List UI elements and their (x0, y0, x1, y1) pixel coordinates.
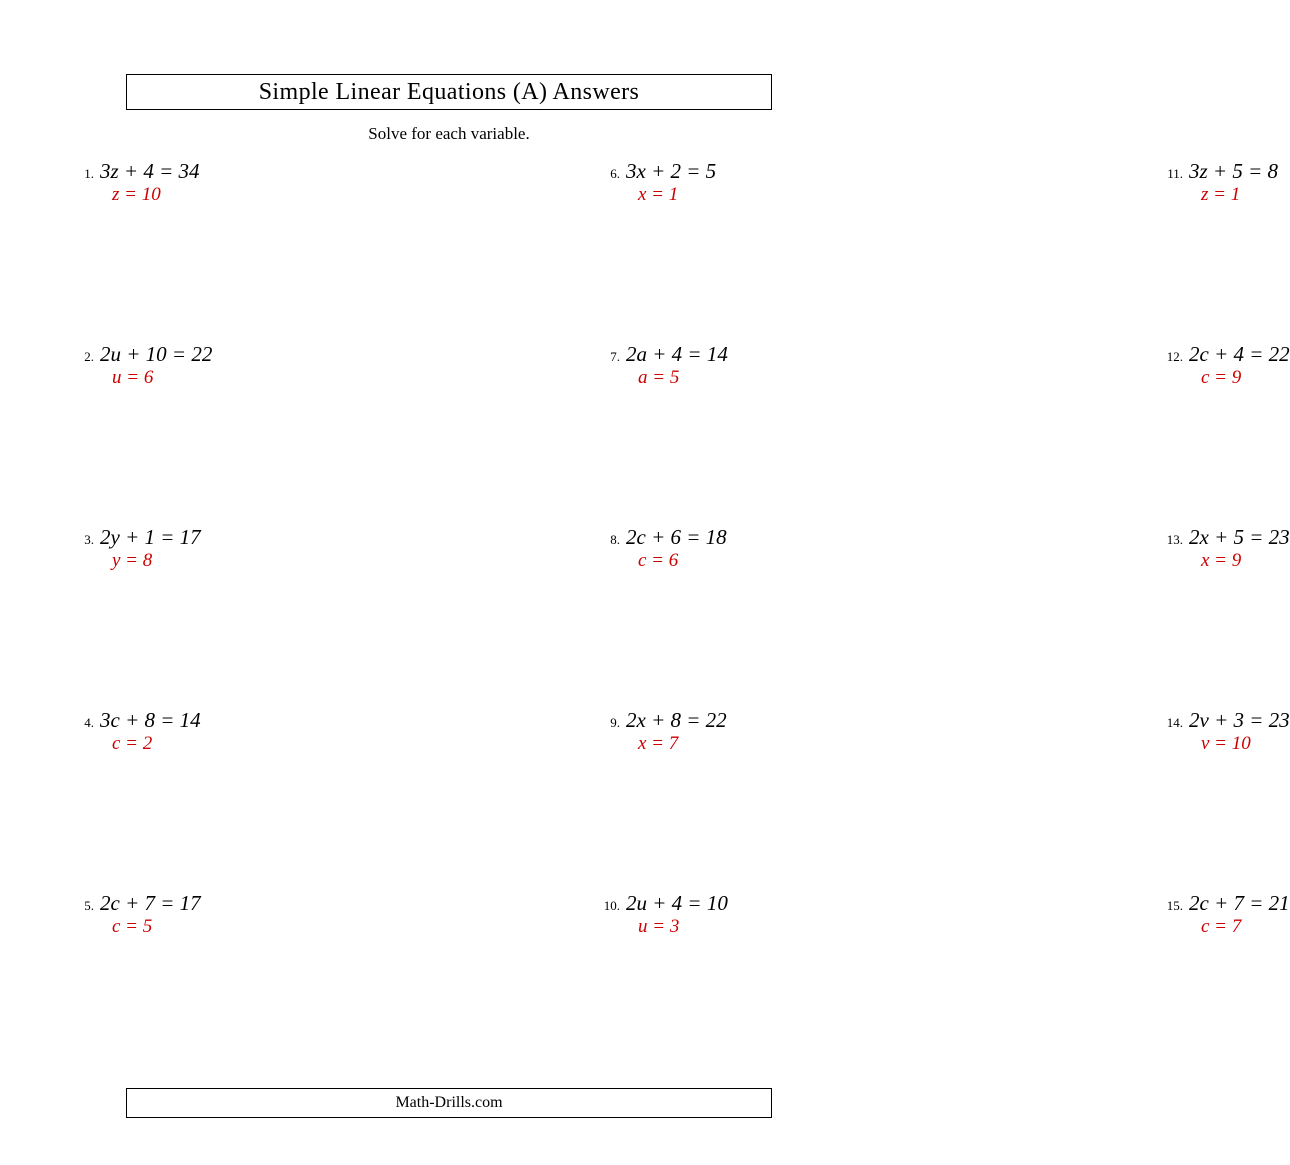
problem-equation: 3x + 2 = 5 (626, 159, 717, 183)
problem-item (68, 526, 201, 571)
problem-answer: v = 10 (1201, 733, 1251, 755)
problem-cell (60, 892, 322, 1075)
problem-item (1157, 526, 1290, 571)
problem-cell (612, 159, 1279, 343)
problem-item (1157, 892, 1290, 937)
problem-cell (322, 708, 727, 892)
problem-number: 4. (84, 715, 94, 730)
problem-equation: 3z + 5 = 8 (1189, 159, 1279, 183)
problem-equation: 3z + 4 = 34 (100, 159, 200, 183)
problem-equation: 2x + 8 = 22 (626, 708, 727, 732)
problem-number: 8. (610, 532, 620, 547)
problem-cell (60, 709, 322, 892)
problem-equation: 2c + 7 = 21 (1189, 891, 1290, 915)
problem-number: 6. (610, 166, 620, 181)
problem-number: 14. (1166, 715, 1183, 730)
problem-item (68, 709, 201, 754)
problem-item (68, 892, 201, 937)
problem-equation: 2u + 10 = 22 (100, 342, 213, 366)
problem-equation: 2a + 4 = 14 (626, 342, 728, 366)
problem-answer: c = 6 (638, 550, 679, 572)
footer-box (126, 1088, 772, 1118)
problem-body (100, 892, 201, 937)
problem-equation: 2c + 4 = 22 (1189, 342, 1290, 366)
problem-body (1189, 709, 1290, 754)
problem-answer: y = 8 (112, 550, 153, 572)
problem-equation: 2c + 6 = 18 (626, 525, 727, 549)
problem-body (100, 709, 201, 754)
problem-answer: x = 1 (638, 184, 679, 206)
problem-grid (60, 159, 1290, 1040)
problem-body (100, 526, 201, 571)
problem-number: 9. (610, 715, 620, 730)
problem-answer: u = 3 (638, 916, 680, 938)
problem-answer: z = 10 (112, 184, 161, 206)
problem-number: 11. (1167, 166, 1183, 181)
problem-cell (322, 525, 727, 709)
problem-body (100, 160, 200, 205)
problem-item (1157, 343, 1290, 388)
problem-cell (322, 891, 728, 1075)
problem-number: 3. (84, 532, 94, 547)
problem-number: 13. (1166, 532, 1183, 547)
problem-answer: a = 5 (638, 367, 680, 389)
problem-answer: x = 7 (638, 733, 679, 755)
problem-number: 15. (1166, 898, 1183, 913)
problem-cell (322, 159, 717, 343)
problem-answer: z = 1 (1201, 184, 1241, 206)
problem-cell (322, 342, 728, 526)
problem-item (68, 160, 200, 205)
problem-cell (612, 708, 1290, 892)
problem-number: 1. (84, 166, 94, 181)
problem-equation: 2y + 1 = 17 (100, 525, 201, 549)
problem-body (1189, 343, 1290, 388)
problem-answer: c = 7 (1201, 916, 1242, 938)
problem-cell (60, 526, 322, 709)
footer-attribution: Math-Drills.com (395, 1094, 503, 1111)
title-box (126, 74, 772, 110)
problem-number: 2. (84, 349, 94, 364)
problem-item (1157, 160, 1278, 205)
problem-answer: c = 5 (112, 916, 153, 938)
page-title: Simple Linear Equations (A) Answers (258, 78, 640, 105)
problem-answer: c = 2 (112, 733, 153, 755)
problem-equation: 3c + 8 = 14 (100, 708, 201, 732)
problem-number: 12. (1166, 349, 1183, 364)
problem-item (1157, 709, 1290, 754)
problem-equation: 2x + 5 = 23 (1189, 525, 1290, 549)
problem-body (1189, 160, 1278, 205)
problem-cell (60, 160, 322, 343)
problem-cell (612, 342, 1290, 526)
problem-answer: u = 6 (112, 367, 154, 389)
problem-cell (612, 891, 1290, 1075)
problem-answer: c = 9 (1201, 367, 1242, 389)
problem-cell (612, 525, 1290, 709)
problem-item (68, 343, 212, 388)
problem-number: 7. (610, 349, 620, 364)
problem-body (1189, 526, 1290, 571)
instruction-text: Solve for each variable. (368, 124, 530, 143)
problem-number: 5. (84, 898, 94, 913)
problem-body (100, 343, 212, 388)
problem-body (1189, 892, 1290, 937)
problem-equation: 2u + 4 = 10 (626, 891, 728, 915)
problem-equation: 2c + 7 = 17 (100, 891, 201, 915)
problem-equation: 2v + 3 = 23 (1189, 708, 1290, 732)
problem-cell (60, 343, 322, 526)
problem-answer: x = 9 (1201, 550, 1242, 572)
problem-number: 10. (603, 898, 620, 913)
